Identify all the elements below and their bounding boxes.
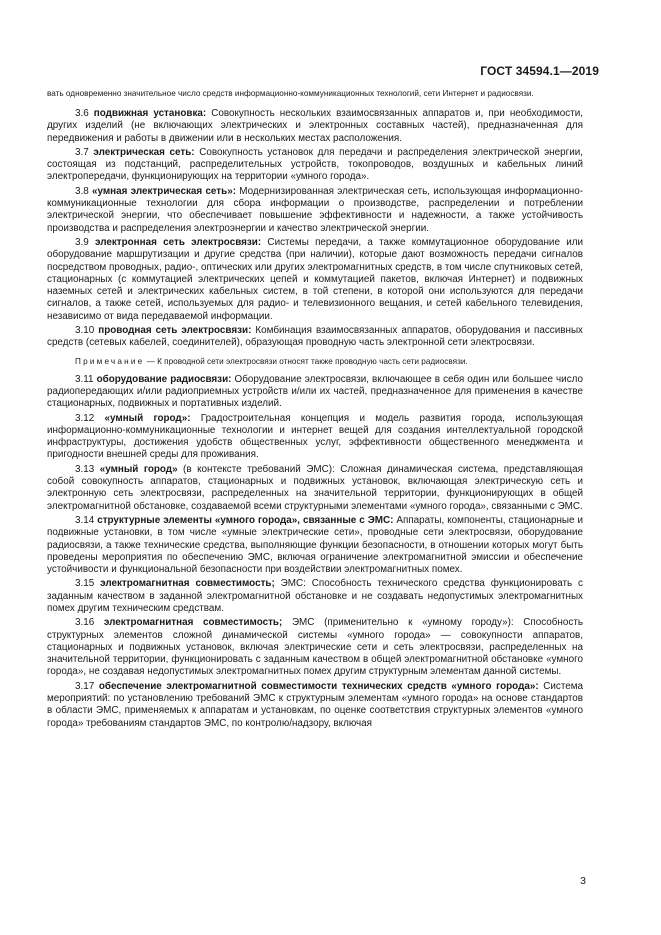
entry-3-11 bbox=[47, 374, 583, 411]
entry-3-17 bbox=[47, 681, 583, 730]
note bbox=[47, 356, 583, 367]
page-number: 3 bbox=[580, 875, 586, 887]
entry-3-16 bbox=[47, 617, 583, 678]
entry-3-6 bbox=[47, 108, 583, 145]
continuation-text: вать одновременно значительное число средств информационно-коммуникационных технологий, сети Интернет и радиосвязи. bbox=[47, 89, 534, 98]
entry-3-7 bbox=[47, 147, 583, 184]
entry-3-8 bbox=[47, 186, 583, 235]
entry-text: ЭМС (применительно к «умному городу»): Способность структурных элементов сложной динамической системы «умного города» — совокупности аппаратов, стационарных и подвижных установок, включая электрические сети и сеть электросвязи, распределенных на значительной территории, функционировать с заданным качеством в общей электромагнитной обстановке «умного города», не создавая недопустимых электромагнитных помех другим структурным элементам данной системы. bbox=[47, 617, 583, 678]
entry-3-14 bbox=[47, 515, 583, 576]
entry-term: «умная электрическая сеть»: bbox=[92, 185, 236, 197]
entry-text: Комбинация взаимосвязанных аппаратов, оборудования и пассивных средств (сетевых кабелей, соединителей), образующая проводную часть электронной сети электросвязи. bbox=[47, 325, 583, 349]
entry-term: структурные элементы «умного города», связанные с ЭМС: bbox=[97, 514, 394, 526]
entry-term: электромагнитная совместимость; bbox=[100, 578, 275, 590]
entry-3-9 bbox=[47, 237, 583, 323]
entry-number: 3.7 bbox=[75, 146, 89, 158]
entry-term: «умный город» bbox=[99, 463, 178, 475]
entry-number: 3.15 bbox=[75, 578, 95, 590]
entry-term: электрическая сеть: bbox=[93, 146, 195, 158]
note-label: Примечание bbox=[75, 356, 145, 366]
entry-term: электронная сеть электросвязи: bbox=[95, 236, 262, 248]
entry-number: 3.6 bbox=[75, 108, 89, 119]
entry-text: Системы передачи, а также коммутационное оборудование или оборудование маршрутизации и другие средства (при наличии), которые дают возможность передачи сигналов посредством проводных, радио-, оптических или других электромагнитных средств, в том числе спутниковых сетей, стационарных (с коммутацией электрических цепей и коммутацией пакетов, включая Интернет) и подвижных наземных сетей и электрических кабельных систем, в той степени, в которой они используются для передачи сигналов, а также сетей, используемых для радио- и телевизионного вещания, и сетей кабельного телевидения, независимо от вида передаваемой информации. bbox=[47, 236, 583, 322]
entry-text: Совокупность нескольких взаимосвязанных аппаратов и, при необходимости, других изделий (не включающих электрических и электронных составных частей), предназначенная для передвижения и работы в движении или в нескольких местах расположения. bbox=[47, 108, 583, 144]
entry-number: 3.12 bbox=[75, 412, 95, 424]
entry-text: Аппараты, компоненты, стационарные и подвижные установки, в том числе «умные электрические сети», проводные сети электросвязи, оборудование радиосвязи, а также технические средства, выполняющие функции безопасности, в отношении которых могут быть проведены мероприятия по обеспечению ЭМС, включая ограничение электромагнитной эмиссии и обеспечение устойчивости и функциональной безопасности при воздействии электромагнитных помех. bbox=[47, 514, 583, 576]
entry-text: (в контексте требований ЭМС): Сложная динамическая система, представляющая собой совокупность аппаратов, стационарных и подвижных установок, включающая электрическую сеть и электронную сеть электросвязи, распределенных на значительной территории, функционирующих в общей электромагнитной обстановке, создаваемой всеми структурными элементами «умного города», связанными с ЭМС. bbox=[47, 463, 583, 512]
entry-text: Совокупность установок для передачи и распределения электрической энергии, состоящая из подстанций, распределительных устройств, токопроводов, воздушных и кабельных линий электропередачи, функционирующих на территории «умного города». bbox=[47, 146, 584, 183]
entry-3-12 bbox=[47, 413, 583, 462]
entry-term: электромагнитная совместимость; bbox=[103, 617, 283, 629]
entry-number: 3.9 bbox=[75, 236, 89, 248]
entry-number: 3.10 bbox=[75, 325, 95, 337]
entry-number: 3.13 bbox=[75, 463, 95, 475]
entry-text: Система мероприятий: по установлению требований ЭМС к структурным элементам «умного города» на основе стандартов в области ЭМС, применяемых к аппаратам и установкам, по оценке соответствия структурных элементов «умного города» требованиям стандартов ЭМС, по контролю/надзору, включая bbox=[47, 680, 584, 729]
entry-number: 3.14 bbox=[75, 514, 95, 526]
entry-3-10 bbox=[47, 325, 583, 350]
entry-number: 3.16 bbox=[75, 617, 95, 629]
entry-term: подвижная установка: bbox=[93, 108, 207, 119]
document-id: ГОСТ 34594.1—2019 bbox=[480, 64, 599, 78]
entry-term: «умный город»: bbox=[104, 412, 191, 424]
entry-text: ЭМС: Способность технического средства функционировать с заданным качеством в заданной электромагнитной обстановке и не создавать недопустимых электромагнитных помех другим техническим средствам. bbox=[47, 578, 583, 614]
entry-3-15 bbox=[47, 578, 583, 615]
note-text: — К проводной сети электросвязи относят также проводную часть сети радиосвязи. bbox=[144, 356, 468, 366]
entry-term: обеспечение электромагнитной совместимости технических средств «умного города»: bbox=[98, 680, 539, 692]
entry-number: 3.17 bbox=[75, 680, 95, 692]
entry-text: Оборудование электросвязи, включающее в себя один или большее число радиопередающих и/или радиоприемных устройств и/или их частей, предназначенное для применения в качестве стационарных, подвижных и портативных изделий. bbox=[47, 373, 583, 410]
entry-3-13 bbox=[47, 464, 583, 513]
entry-number: 3.11 bbox=[75, 373, 94, 385]
entry-text: Градостроительная концепция и модель развития города, использующая информационно-коммуникационные технологии и интернет вещей для создания интеллектуальной городской инфраструктуры, достижения удобств общественных услуг, эффективности общественного менеджмента и пригодности внешней среды для проживания. bbox=[47, 412, 583, 461]
entry-term: оборудование радиосвязи: bbox=[96, 373, 232, 385]
content bbox=[47, 88, 583, 732]
entry-text: Модернизированная электрическая сеть, использующая информационно-коммуникационные технологии для сбора информации о производстве, распределении и потреблении электрической энергии, что обеспечивает повышение эффективности и надежности, а также устойчивость производства и распределения электроэнергии и качество электрической энергии. bbox=[47, 185, 583, 234]
entry-term: проводная сеть электросвязи: bbox=[98, 325, 252, 337]
entry-number: 3.8 bbox=[75, 185, 89, 197]
